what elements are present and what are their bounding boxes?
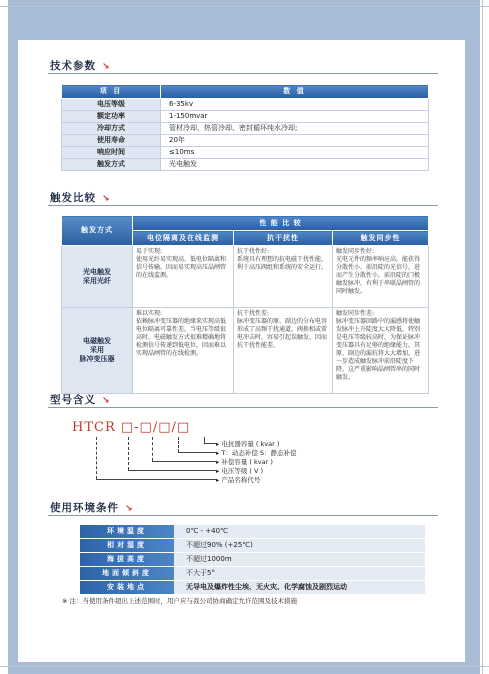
compare-section-title: 触发比较 ↘ (50, 192, 111, 204)
env-key: 地面倾斜度 (80, 567, 174, 581)
table-row (62, 123, 429, 135)
compare-table (61, 215, 429, 394)
param-key: 电压等级 (62, 99, 161, 111)
model-code: HTCR □-□/□/□ (72, 420, 191, 435)
param-key: 响应时间 (62, 147, 161, 159)
table-cell: 触发同步性好: 光电元件的频率响应高，能获得分散性小、前沿陡的光信号，进而产生分散性小，前沿陡的门极触发脉冲，有利于串联晶闸管的同时触发。 (333, 246, 429, 308)
compare-col-interference: 抗干扰性 (234, 231, 333, 246)
crop-mark-bottom (0, 666, 489, 667)
table-row (62, 246, 429, 308)
table-row (80, 567, 425, 581)
env-key: 海拔高度 (80, 553, 174, 567)
table-row (80, 539, 425, 553)
env-value: 无导电及爆炸性尘埃、无火灾、化学腐蚀及剧烈运动 (174, 581, 425, 595)
table-row (62, 147, 429, 159)
env-value: 不超过90% (+25℃) (174, 539, 425, 553)
param-value: 光电触发 (161, 159, 429, 171)
leader-line (128, 437, 129, 470)
param-value: 6-35kv (161, 99, 429, 111)
param-value: 1-150mvar (161, 111, 429, 123)
model-section-title: 型号含义 ↘ (50, 394, 111, 406)
param-value: 管材冷却、热管冷却、密封循环纯水冷却; (161, 123, 429, 135)
leader-line (178, 452, 216, 453)
param-key: 触发方式 (62, 159, 161, 171)
leader-line (152, 461, 216, 462)
env-rule (48, 515, 438, 516)
model-label: ▸ 补偿容量 ( kvar ) (216, 458, 273, 466)
leader-line (152, 437, 153, 461)
row-label-optical: 光电触发 采用光纤 (62, 246, 133, 308)
table-row (80, 553, 425, 567)
compare-col-sync: 触发同步性 (333, 231, 429, 246)
table-row (80, 525, 425, 539)
table-cell: 易于实现: 使用光纤易实现高、低电位隔离和信号传输，因而易实现高压晶闸管的在线监测。 (133, 246, 234, 308)
table-cell: 难以实现: 依赖脉冲变压器的绝缘来实现高低电位隔离可靠性差，当电压等级很高时，电磁触发方式很难精确地将检测信号传递到低电位，因而难以实现晶闸管的在线检测。 (133, 308, 234, 394)
crop-mark-right (482, 0, 483, 674)
leader-line (178, 437, 179, 452)
env-value: 不超过1000m (174, 553, 425, 567)
table-cell: 抗干扰性差: 脉冲变压器的原、副边的分布电容形成了高频干扰通道，阀换相或雷电冲击时，容易引起误触发，因而抗干扰性能差。 (234, 308, 333, 394)
table-row (62, 308, 429, 394)
param-key: 使用寿命 (62, 135, 161, 147)
compare-col-isolation: 电位隔离及在线监测 (133, 231, 234, 246)
row-label-electromagnetic: 电磁触发 采用 脉冲变压器 (62, 308, 133, 394)
table-row (80, 581, 425, 595)
leader-line (96, 437, 97, 479)
compare-corner-header: 触发方式 (62, 216, 133, 246)
compare-group-header: 性 能 比 较 (133, 216, 429, 231)
param-key: 额定功率 (62, 111, 161, 123)
model-label: ▸ 电压等级 ( V ) (216, 467, 264, 475)
params-rule (48, 73, 438, 74)
env-note: ※ 注：当使用条件超出上述范围时，用户应与我公司协商确定允许范围及技术措施 (62, 597, 298, 605)
env-key: 相对湿度 (80, 539, 174, 553)
model-label: ▸ T：动态补偿 S：静态补偿 (216, 449, 297, 457)
leader-line (128, 470, 216, 471)
table-row (62, 111, 429, 123)
param-value: 20年 (161, 135, 429, 147)
model-label: ▸ 电抗器容量 ( kvar ) (216, 440, 280, 448)
params-header-value: 数 值 (161, 85, 429, 99)
params-section-title: 技术参数 ↘ (50, 60, 111, 72)
env-key: 安装地点 (80, 581, 174, 595)
param-value: ≤10ms (161, 147, 429, 159)
leader-line (204, 443, 216, 444)
table-row (62, 99, 429, 111)
params-table (61, 84, 429, 171)
env-value: 0℃ - +40℃ (174, 525, 425, 539)
env-section-title: 使用环境条件 ↘ (50, 502, 134, 514)
table-row (62, 135, 429, 147)
compare-rule (48, 205, 438, 206)
table-cell: 抗干扰性好: 系统具有理想的抗电磁干扰性能，利于高压阀组和系统的安全运行。 (234, 246, 333, 308)
param-key: 冷却方式 (62, 123, 161, 135)
leader-line (96, 479, 216, 480)
params-header-item: 项 目 (62, 85, 161, 99)
env-key: 环境温度 (80, 525, 174, 539)
table-cell: 触发同步性差: 脉冲变压器回路中的漏感将使触发脉冲上升陡度大大降低，特别是电压等级较高时，为保证脉冲变压器具有足够的绝缘能力，其原、副边的漏抗将大大增加，进一步造成触发脉冲前沿陡度下降，这严重影响晶闸管串的同时触发。 (333, 308, 429, 394)
model-label: ▸ 产品名称代号 (216, 476, 261, 484)
env-value: 不大于5° (174, 567, 425, 581)
crop-mark-top (0, 6, 489, 7)
table-row (62, 159, 429, 171)
model-rule (48, 407, 438, 408)
env-table (80, 525, 425, 595)
